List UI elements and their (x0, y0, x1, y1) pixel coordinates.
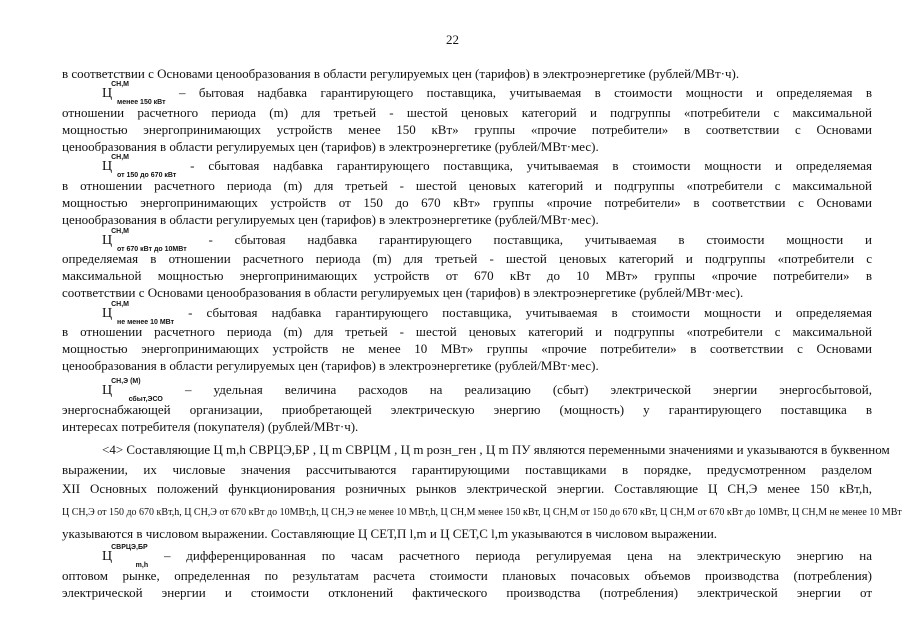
formula-symbol: $Ц^{СН,М}_{не менее 10 МВт}$ (102, 300, 175, 326)
text-line: в отношении расчетного периода (m) для третьей - шестой ценовых категорий и подгруппы «потребители с максимальной (62, 178, 872, 193)
text-line: выражении, их числовые значения рассчитываются гарантирующими поставщиками в порядке, предусмотренном разделом (62, 462, 872, 477)
formula-symbol: $Ц^{СН,М}_{от 150 до 670 кВт}$ (102, 153, 177, 179)
page-number: 22 (446, 32, 459, 47)
text-line: максимальной мощностью энергопринимающих устройств от 670 кВт до 10 МВт» группы «прочие потребители» в (62, 268, 872, 283)
text-line: $Ц^{СН,М}_{от 670 кВт до 10МВт}$ - сбытовая надбавка гарантирующего поставщика, учитываемая в стоимости мощности и (102, 227, 873, 253)
text-line: ценообразования в области регулируемых цен (тарифов) в электроэнергетике (рублей/МВт·мес). (62, 358, 599, 373)
text-line: мощностью энергопринимающих устройств от 150 до 670 кВт» группы «прочие потребители» в соответствии с Основами (62, 195, 872, 210)
text-line: энергоснабжающей организации, приобретающей электрическую энергию (мощность) у гарантирующего поставщика в (62, 402, 872, 417)
text-line: отношении расчетного периода (m) для третьей - шестой ценовых категорий и подгруппы «потребители с максимальной (62, 105, 872, 120)
text-line: $Ц^{СН,М}_{менее 150 кВт}$ – бытовая надбавка гарантирующего поставщика, учитываемая в стоимости мощности и определяемая в (102, 80, 872, 106)
text-line: Ц СН,Э от 150 до 670 кВт,h, Ц СН,Э от 670 кВт до 10МВт,h, Ц СН,Э не менее 10 МВт,h, Ц СН,М менее 150 кВт, Ц СН,М от 150 до 670 кВт, Ц СН,М от 670 кВт до 10МВт, Ц СН,М не менее 10 МВт (62, 507, 902, 518)
formula-symbol: $Ц^{СН,М}_{менее 150 кВт}$ (102, 80, 166, 106)
text-line: $Ц^{СН,Э (М)}_{сбыт,ЭСО}$ – удельная величина расходов на реализацию (сбыт) электрической энергии энергосбытовой, (102, 377, 872, 403)
text-line: $Ц^{СН,М}_{не менее 10 МВт}$ - сбытовая надбавка гарантирующего поставщика, учитываемая в стоимости мощности и определяемая (102, 300, 873, 326)
text-line: $Ц^{СВРЦЭ,БР}_{m,h}$ – дифференцированная по часам расчетного периода регулируемая цена на электрическую энергию на (102, 543, 872, 569)
text-line: интересах потребителя (покупателя) (рублей/МВт·ч). (62, 419, 359, 434)
text-line: мощностью энергопринимающих устройств менее 150 кВт» группы «прочие потребители» в соответствии с Основами (62, 122, 872, 137)
text-line: ценообразования в области регулируемых цен (тарифов) в электроэнергетике (рублей/МВт·мес). (62, 139, 599, 154)
formula-symbol: $Ц^{СН,М}_{от 670 кВт до 10МВт}$ (102, 227, 187, 253)
text-line: $Ц^{СН,М}_{от 150 до 670 кВт}$ - сбытовая надбавка гарантирующего поставщика, учитываемая в стоимости мощности и определяемая (102, 153, 873, 179)
formula-symbol: $Ц^{СВРЦЭ,БР}_{m,h}$ (102, 543, 149, 569)
text-line: оптовом рынке, определенная по результатам расчета стоимости плановых почасовых объемов производства (потребления) (62, 568, 872, 583)
text-line: XII Основных положений функционирования розничных рынков электрической энергии. Составляющие Ц СН,Э менее 150 кВт,h, (62, 481, 872, 496)
formula-symbol: $Ц^{СН,Э (М)}_{сбыт,ЭСО}$ (102, 377, 163, 403)
text-line: в соответствии с Основами ценообразования в области регулируемых цен (тарифов) в электроэнергетике (рублей/МВт·ч). (62, 66, 740, 81)
text-line: <4> Составляющие Ц m,h СВРЦЭ,БР , Ц m СВРЦМ , Ц m розн_ген , Ц m ПУ являются переменными значениями и указываются в буквенном (102, 442, 890, 457)
text-line: в отношении расчетного периода (m) для третьей - шестой ценовых категорий и подгруппы «потребители с максимальной (62, 324, 872, 339)
text-line: указываются в числовом выражении. Составляющие Ц СЕТ,П l,m и Ц СЕТ,С l,m указываются в числовом выражении. (62, 526, 718, 541)
text-line: мощностью энергопринимающих устройств не менее 10 МВт» группы «прочие потребители» в соответствии с Основами (62, 341, 872, 356)
text-line: соответствии с Основами ценообразования в области регулируемых цен (тарифов) в электроэнергетике (рублей/МВт·мес). (62, 285, 744, 300)
text-line: электрической энергии и стоимости отклонений фактического производства (потребления) электрической энергии от (62, 585, 872, 600)
text-line: определяемая в отношении расчетного периода (m) для третьей - шестой ценовых категорий и подгруппы «потребители с (62, 251, 872, 266)
text-line: ценообразования в области регулируемых цен (тарифов) в электроэнергетике (рублей/МВт·мес). (62, 212, 599, 227)
